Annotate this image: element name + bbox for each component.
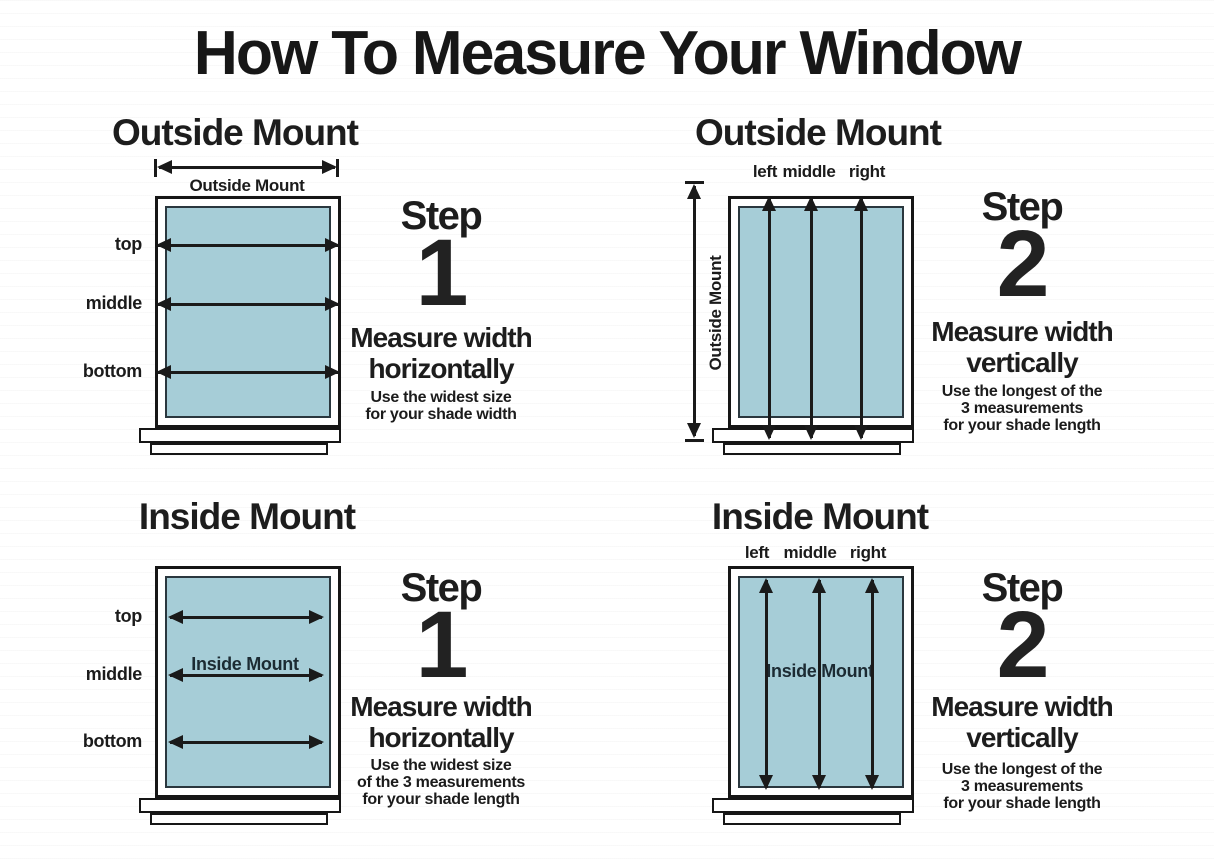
instruction-line-1: Measure width bbox=[931, 316, 1113, 347]
note-line-2: of the 3 measurements bbox=[357, 774, 525, 791]
step-number: 1 bbox=[415, 220, 467, 326]
step-number: 1 bbox=[415, 592, 467, 698]
measure-arrow-label: Outside Mount bbox=[189, 176, 305, 195]
quadrant-outside-mount-vertical bbox=[600, 100, 1214, 472]
right-height-arrow bbox=[871, 580, 874, 788]
width-measure-arrow bbox=[159, 166, 335, 169]
step-instructions bbox=[922, 480, 1122, 865]
row-label-top: top bbox=[114, 234, 142, 254]
top-width-arrow bbox=[158, 244, 338, 247]
window-sill-lower bbox=[150, 443, 328, 455]
instruction-line-2: horizontally bbox=[368, 722, 514, 753]
section-heading: Outside Mount bbox=[112, 112, 358, 153]
note-line-1: Use the longest of the bbox=[941, 761, 1103, 778]
note-line-1: Use the widest size bbox=[370, 757, 512, 774]
window-sill-lower bbox=[150, 813, 328, 825]
note-line-3: for your shade length bbox=[943, 417, 1101, 434]
window-label: Inside Mount bbox=[766, 661, 874, 681]
middle-height-arrow bbox=[810, 198, 813, 438]
note-line-2: 3 measurements bbox=[960, 778, 1084, 795]
step-label: Step bbox=[981, 185, 1063, 229]
instruction-line-1: Measure width bbox=[350, 322, 532, 353]
step-label: Step bbox=[400, 194, 482, 238]
step-instructions bbox=[341, 480, 541, 865]
column-label-middle: middle bbox=[782, 162, 836, 181]
column-label-left: left bbox=[744, 543, 770, 562]
row-label-bottom: bottom bbox=[82, 361, 142, 381]
measure-tick-bottom bbox=[685, 439, 704, 442]
note-line-1: Use the widest size bbox=[370, 389, 512, 406]
quadrant-inside-mount-vertical bbox=[600, 480, 1214, 865]
window-sill-upper bbox=[139, 428, 341, 443]
note-line-3: for your shade length bbox=[362, 791, 520, 808]
bottom-width-arrow bbox=[158, 371, 338, 374]
measure-arrow-label: Outside Mount bbox=[706, 255, 725, 371]
window-glass bbox=[165, 576, 331, 788]
section-heading: Outside Mount bbox=[695, 112, 941, 153]
step-number: 2 bbox=[996, 592, 1048, 698]
row-label-middle: middle bbox=[85, 664, 142, 684]
row-label-top: top bbox=[114, 606, 142, 626]
step-label: Step bbox=[400, 566, 482, 610]
page-title: How To Measure Your Window bbox=[193, 19, 1021, 88]
row-label-bottom: bottom bbox=[82, 731, 142, 751]
section-heading: Inside Mount bbox=[138, 496, 356, 537]
column-label-right: right bbox=[849, 543, 887, 562]
middle-width-arrow bbox=[158, 303, 338, 306]
right-height-arrow bbox=[860, 198, 863, 438]
left-height-arrow bbox=[765, 580, 768, 788]
note-line-3: for your shade length bbox=[943, 795, 1101, 812]
instruction-line-2: vertically bbox=[966, 722, 1078, 753]
window-sill-lower bbox=[723, 813, 901, 825]
window-glass bbox=[738, 206, 904, 418]
instruction-line-1: Measure width bbox=[350, 691, 532, 722]
instruction-line-2: vertically bbox=[966, 347, 1078, 378]
height-measure-arrow bbox=[693, 186, 696, 436]
middle-width-arrow bbox=[170, 674, 322, 677]
left-height-arrow bbox=[768, 198, 771, 438]
top-width-arrow bbox=[170, 616, 322, 619]
instruction-line-2: horizontally bbox=[368, 353, 514, 384]
step-instructions bbox=[922, 100, 1122, 472]
window-sill-upper bbox=[139, 798, 341, 813]
middle-height-arrow bbox=[818, 580, 821, 788]
step-label: Step bbox=[981, 566, 1063, 610]
step-number: 2 bbox=[996, 211, 1048, 317]
row-label-middle: middle bbox=[85, 293, 142, 313]
instruction-line-1: Measure width bbox=[931, 691, 1113, 722]
window-label: Inside Mount bbox=[191, 654, 299, 674]
step-instructions bbox=[341, 100, 541, 472]
column-label-left: left bbox=[752, 162, 778, 181]
quadrant-inside-mount-horizontal bbox=[0, 480, 600, 865]
window-glass bbox=[165, 206, 331, 418]
column-label-right: right bbox=[848, 162, 886, 181]
window-glass bbox=[738, 576, 904, 788]
note-line-2: for your shade width bbox=[365, 406, 517, 423]
note-line-2: 3 measurements bbox=[960, 400, 1084, 417]
window-sill-lower bbox=[723, 443, 901, 455]
section-heading: Inside Mount bbox=[711, 496, 929, 537]
quadrant-outside-mount-horizontal bbox=[0, 100, 600, 472]
column-label-middle: middle bbox=[783, 543, 837, 562]
window-sill-upper bbox=[712, 798, 914, 813]
bottom-width-arrow bbox=[170, 741, 322, 744]
note-line-1: Use the longest of the bbox=[941, 383, 1103, 400]
